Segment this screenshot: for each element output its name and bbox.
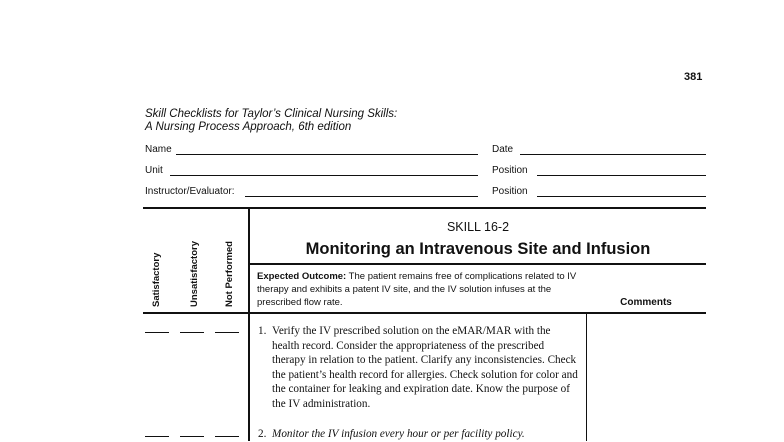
book-title-line-2: A Nursing Process Approach, 6th edition (145, 121, 352, 133)
expected-outcome-text: The patient remains free of complications related to IV therapy and exhibits a patent IV site, and the IV solution infuses at the prescribed flow rate. (257, 271, 577, 308)
step-1-unsatisfactory-blank[interactable] (180, 332, 204, 333)
comments-header: Comments (620, 297, 672, 308)
step-1 (258, 324, 578, 411)
step-2-satisfactory-blank[interactable] (145, 436, 169, 437)
step-1-number: 1. (258, 325, 267, 337)
comments-divider (586, 313, 587, 441)
page-number: 381 (684, 71, 703, 83)
step-2-number: 2. (258, 428, 267, 440)
name-field[interactable] (176, 154, 478, 155)
expected-outcome-label: Expected Outcome: (257, 271, 347, 282)
unsatisfactory-header: Unsatisfactory (189, 241, 200, 307)
not-performed-header: Not Performed (224, 241, 235, 307)
step-1-text: Verify the IV prescribed solution on the eMAR/MAR with the health record. Consider the appropriateness of the prescribed therapy in relation to the patient. Clarify any inconsistencies. Check the patient’s health record for allergies. Check solution for color and the container for leaking and expiration date. Know the purpose of the IV administration. (272, 325, 578, 410)
unit-label: Unit (145, 165, 163, 176)
step-2-unsatisfactory-blank[interactable] (180, 436, 204, 437)
expected-outcome (257, 270, 587, 309)
title-underline (250, 263, 706, 265)
position-label-1: Position (492, 165, 528, 176)
name-label: Name (145, 144, 172, 155)
step-2-text: Monitor the IV infusion every hour or per facility policy. (272, 428, 525, 440)
date-field[interactable] (520, 154, 706, 155)
date-label: Date (492, 144, 514, 155)
step-1-satisfactory-blank[interactable] (145, 332, 169, 333)
book-title-line-1: Skill Checklists for Taylor’s Clinical Nursing Skills: (145, 108, 398, 120)
skill-number: SKILL 16-2 (446, 220, 510, 234)
table-top-rule (143, 207, 706, 209)
position-label-2: Position (492, 186, 528, 197)
instructor-label: Instructor/Evaluator: (145, 186, 235, 197)
instructor-field[interactable] (245, 196, 478, 197)
unit-field[interactable] (170, 175, 478, 176)
position-field-2[interactable] (537, 196, 706, 197)
header-bottom-rule (143, 312, 706, 314)
step-2 (258, 427, 578, 442)
book-title (145, 108, 397, 134)
position-field-1[interactable] (537, 175, 706, 176)
satisfactory-header: Satisfactory (151, 252, 162, 307)
step-2-not-performed-blank[interactable] (215, 436, 239, 437)
skill-title: Monitoring an Intravenous Site and Infusion (305, 240, 651, 258)
step-1-not-performed-blank[interactable] (215, 332, 239, 333)
